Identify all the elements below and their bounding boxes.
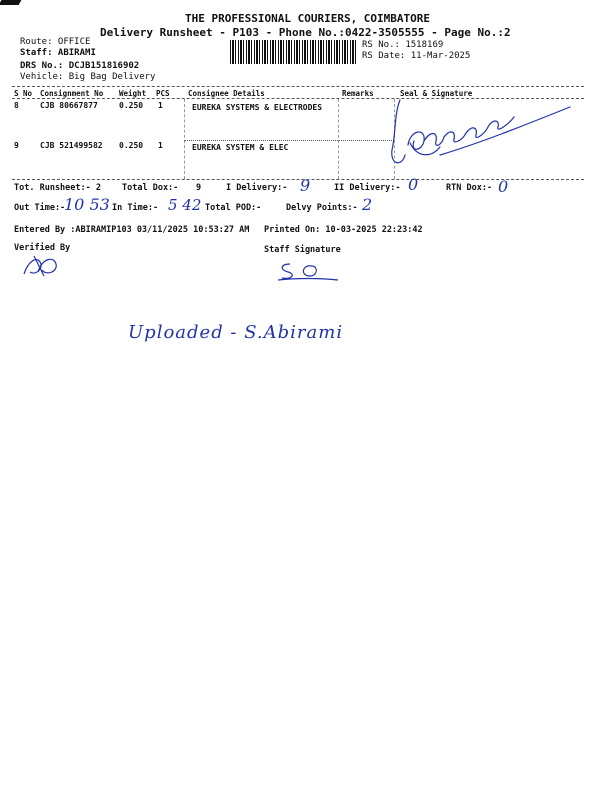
- delvy-points-label: Delvy Points:-: [286, 203, 358, 213]
- table-row-consignment: CJB 521499582: [40, 141, 103, 150]
- col-header-pcs: PCS: [156, 89, 170, 98]
- tot-runsheet: Tot. Runsheet:- 2: [14, 183, 101, 193]
- table-row-weight: 0.250: [119, 141, 144, 150]
- runsheet-title: Delivery Runsheet - P103 - Phone No.:0422-3505555 - Page No.:2: [100, 26, 511, 39]
- ii-delivery-handwritten: 0: [408, 175, 419, 194]
- rtn-dox-label: RTN Dox:-: [446, 183, 493, 193]
- total-dox-value: 9: [196, 183, 202, 193]
- staff-text: Staff: ABIRAMI: [20, 48, 96, 58]
- rtn-dox-handwritten: 0: [498, 177, 509, 196]
- table-row-consignment: CJB 80667877: [40, 101, 98, 110]
- out-time-label: Out Time:-: [14, 203, 66, 213]
- i-delivery-label: I Delivery:-: [226, 183, 288, 193]
- out-time-handwritten: 10 53: [64, 195, 110, 214]
- col-header-sno: S No: [14, 89, 33, 98]
- uploaded-handwritten-note: Uploaded - S.Abirami: [128, 322, 344, 343]
- i-delivery-handwritten: 9: [300, 176, 311, 195]
- verified-signature-scribble: [20, 252, 64, 278]
- printed-on: Printed On: 10-03-2025 22:23:42: [264, 225, 423, 235]
- total-pod-label: Total POD:-: [205, 203, 262, 213]
- col-divider: [184, 99, 185, 179]
- col-header-seal: Seal & Signature: [400, 89, 473, 98]
- verified-by-label: Verified By: [14, 243, 71, 253]
- table-row-pcs: 1: [158, 101, 163, 110]
- in-time-label: In Time:-: [112, 203, 159, 213]
- delvy-points-handwritten: 2: [362, 195, 373, 214]
- rs-number: RS No.: 1518169: [362, 40, 444, 50]
- table-row-sno: 9: [14, 141, 19, 150]
- table-row-pcs: 1: [158, 141, 163, 150]
- rs-date: RS Date: 11-Mar-2025: [362, 51, 471, 61]
- ii-delivery-label: II Delivery:-: [334, 183, 401, 193]
- company-title: THE PROFESSIONAL COURIERS, COIMBATORE: [185, 12, 431, 25]
- row-divider: [184, 140, 394, 141]
- col-header-consignment: Consignment No: [40, 89, 104, 98]
- col-header-remarks: Remarks: [342, 89, 374, 98]
- table-row-consignee: EUREKA SYSTEM & ELEC: [192, 143, 289, 152]
- corner-mark: [0, 0, 21, 5]
- total-dox-label: Total Dox:-: [122, 183, 179, 193]
- barcode: [230, 40, 358, 64]
- drs-number: DRS No.: DCJB151816902: [20, 61, 140, 71]
- col-header-consignee: Consignee Details: [188, 89, 265, 98]
- table-top-rule: [12, 86, 584, 87]
- vehicle-text: Vehicle: Big Bag Delivery: [20, 72, 156, 82]
- col-divider: [338, 99, 339, 179]
- table-row-weight: 0.250: [119, 101, 144, 110]
- table-row-consignee: EUREKA SYSTEMS & ELECTRODES: [192, 103, 323, 112]
- table-row-sno: 8: [14, 101, 19, 110]
- entered-by: Entered By :ABIRAMIP103 03/11/2025 10:53:27 AM: [14, 225, 250, 235]
- col-header-weight: Weight: [119, 89, 147, 98]
- staff-signature-label: Staff Signature: [264, 245, 341, 255]
- route-text: Route: OFFICE: [20, 37, 91, 47]
- staff-signature-scribble: [276, 258, 340, 284]
- in-time-handwritten: 5 42: [168, 196, 202, 214]
